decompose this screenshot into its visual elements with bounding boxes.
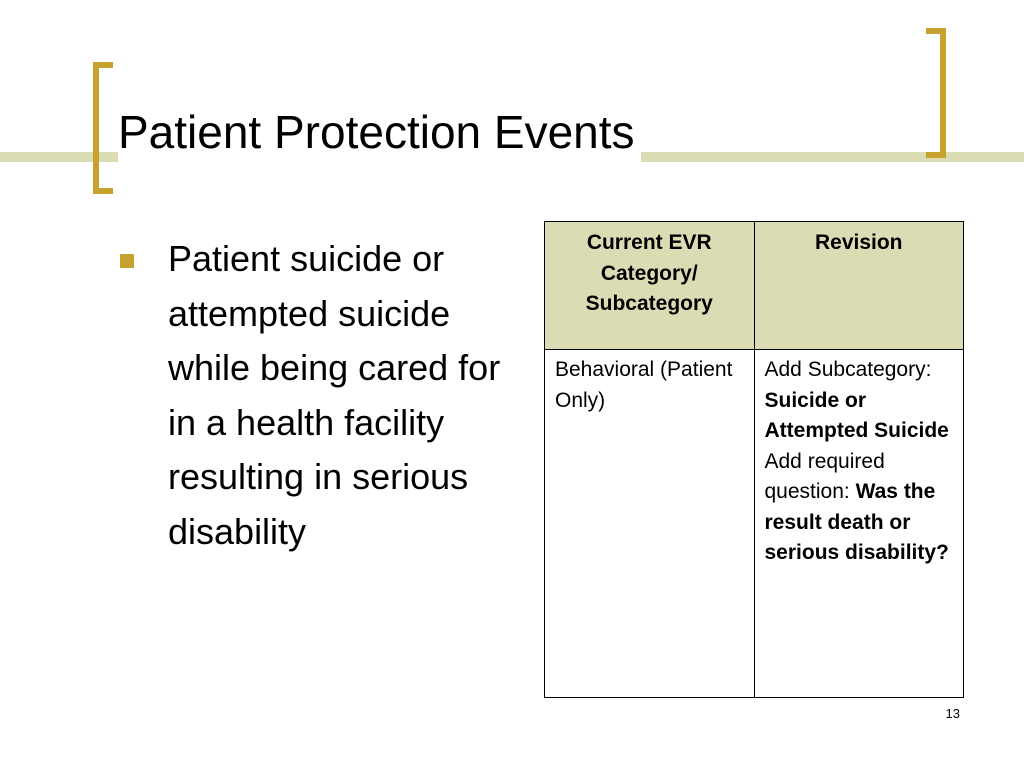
revision-line2-bold: Was the result death or serious disability?	[764, 480, 949, 564]
revision-line2: Add required question:	[764, 449, 885, 503]
table-header-row	[545, 222, 964, 350]
header-revision: Revision	[754, 222, 964, 350]
cell-current-category: Behavioral (Patient Only)	[545, 350, 755, 698]
slide-number: 13	[945, 706, 960, 721]
left-bracket-decoration	[93, 62, 113, 194]
bullet-text: Patient suicide or attempted suicide while being cared for in a health facility resulting in serious disability	[168, 238, 501, 552]
revision-line1: Add Subcategory:	[764, 358, 932, 381]
slide-title: Patient Protection Events	[118, 102, 641, 162]
revision-line1-bold: Suicide or Attempted Suicide	[764, 388, 949, 442]
evr-revision-table	[544, 221, 964, 698]
table-row	[545, 350, 964, 698]
header-current-category: Current EVR Category/ Subcategory	[545, 222, 755, 350]
right-bracket-decoration	[926, 28, 946, 158]
cell-revision	[754, 350, 964, 698]
square-bullet-icon	[120, 254, 134, 268]
